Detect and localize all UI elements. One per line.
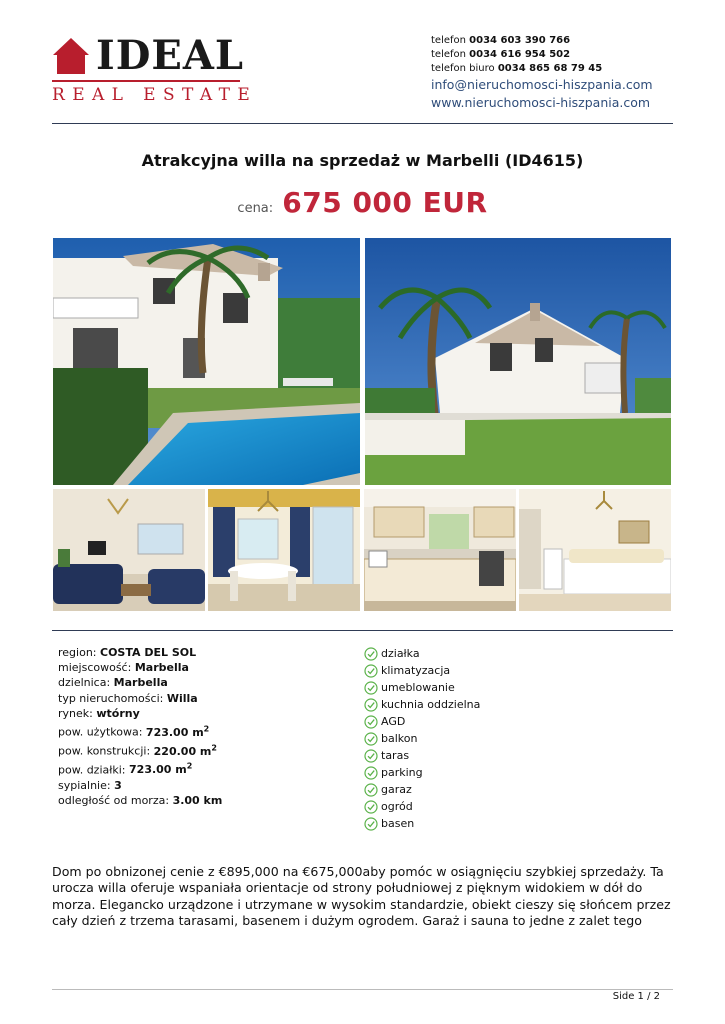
check-circle-icon	[364, 783, 378, 797]
photo-bedroom[interactable]	[519, 489, 671, 611]
feature-item: taras	[364, 747, 564, 764]
check-circle-icon	[364, 715, 378, 729]
check-circle-icon	[364, 732, 378, 746]
feature-item: basen	[364, 815, 564, 832]
logo-divider	[52, 80, 240, 82]
logo-subtitle: REAL ESTATE	[52, 85, 258, 105]
house-logo-icon	[52, 36, 90, 76]
detail-district: dzielnica: Marbella	[58, 676, 168, 690]
phone-number[interactable]: 0034 603 390 766	[469, 35, 571, 46]
detail-sea-distance: odległość od morza: 3.00 km	[58, 793, 223, 807]
feature-item: ogród	[364, 798, 564, 815]
photo-kitchen[interactable]	[364, 489, 516, 611]
website-link[interactable]: www.nieruchomosci-hiszpania.com	[431, 95, 651, 110]
feature-item: działka	[364, 645, 564, 662]
company-logo	[52, 30, 258, 110]
photo-living-room[interactable]	[53, 489, 205, 611]
feature-item: kuchnia oddzielna	[364, 696, 564, 713]
check-circle-icon	[364, 647, 378, 661]
listing-description: Dom po obnizonej cenie z €895,000 na €675,000aby pomóc w osiągnięciu szybkiej sprzedaży. Ta urocza willa oferuje wspaniała orientacje od strony południowej z pięknym widokiem w dół do morza. Elegancko urządzone i utrzymane w wysokim standardzie, obiekt cieszy się słońcem przez cały dzień z trzema tarasami, basenem i dużym ogrodem. Garaż i sauna to jedne z zalet tego	[52, 864, 671, 929]
detail-market: rynek: wtórny	[58, 706, 140, 720]
check-circle-icon	[364, 800, 378, 814]
listing-title: Atrakcyjna willa na sprzedaż w Marbelli (ID4615)	[141, 151, 584, 170]
check-circle-icon	[364, 749, 378, 763]
check-circle-icon	[364, 698, 378, 712]
feature-item: garaz	[364, 781, 564, 798]
photo-villa-pool[interactable]	[53, 238, 360, 485]
header-divider	[52, 123, 673, 124]
phone-number[interactable]: 0034 865 68 79 45	[497, 63, 603, 74]
check-circle-icon	[364, 681, 378, 695]
feature-item: balkon	[364, 730, 564, 747]
detail-town: miejscowość: Marbella	[58, 661, 189, 675]
detail-plot-area: pow. działki: 723.00 $m^2$	[58, 761, 193, 777]
detail-property-type: typ nieruchomości: Willa	[58, 691, 198, 705]
features-list	[364, 645, 564, 832]
price-label: cena:	[237, 201, 274, 216]
detail-usable-area: pow. użytkowa: 723.00 $m^2$	[58, 724, 210, 739]
check-circle-icon	[364, 664, 378, 678]
photo-villa-garden[interactable]	[365, 238, 671, 485]
feature-item: AGD	[364, 713, 564, 730]
section-divider	[52, 630, 673, 631]
property-details	[58, 645, 358, 808]
page-number: Side 1 / 2	[612, 991, 660, 1002]
detail-bedrooms: sypialnie: 3	[58, 778, 122, 792]
phone-line: telefon 0034 616 954 502	[431, 49, 571, 60]
feature-item: klimatyzacja	[364, 662, 564, 679]
phone-line: telefon biuro 0034 865 68 79 45	[431, 63, 603, 74]
price-block	[52, 186, 673, 219]
detail-built-area: pow. konstrukcji: 220.00 $m^2$	[58, 742, 217, 758]
feature-item: umeblowanie	[364, 679, 564, 696]
feature-item: parking	[364, 764, 564, 781]
logo-title: IDEAL	[96, 32, 245, 79]
phone-number[interactable]: 0034 616 954 502	[469, 49, 571, 60]
contact-block	[431, 34, 681, 112]
email-link[interactable]: info@nieruchomosci-hiszpania.com	[431, 77, 653, 92]
check-circle-icon	[364, 817, 378, 831]
photo-dining-room[interactable]	[208, 489, 360, 611]
check-circle-icon	[364, 766, 378, 780]
price-value: 675 000 EUR	[282, 186, 488, 219]
phone-line: telefon 0034 603 390 766	[431, 35, 571, 46]
detail-region: region: COSTA DEL SOL	[58, 646, 197, 659]
